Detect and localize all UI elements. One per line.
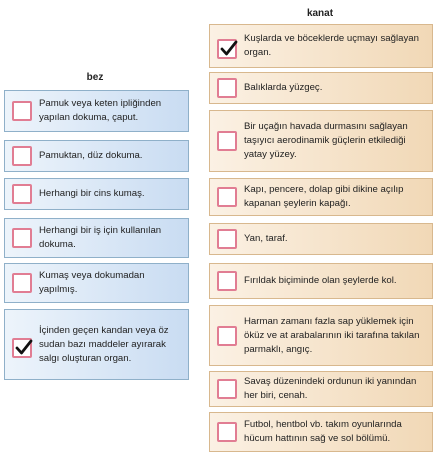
- definition-text: Kumaş veya dokumadan yapılmış.: [39, 270, 145, 295]
- checkmark-icon: [15, 339, 33, 357]
- definition-text: İçinden geçen kandan veya öz sudan bazı maddeler ayırarak salgı oluşturan organ.: [39, 324, 169, 364]
- kanat-definition-card[interactable]: [209, 24, 433, 68]
- bez-definition-card[interactable]: [4, 263, 189, 303]
- checkbox[interactable]: [12, 273, 32, 293]
- bez-definition-card[interactable]: [4, 90, 189, 132]
- definition-text: Kuşlarda ve böceklerde uçmayı sağlayan organ.: [244, 33, 419, 58]
- kanat-definition-card[interactable]: [209, 263, 433, 299]
- kanat-column-title: kanat: [306, 8, 334, 19]
- checkbox[interactable]: [217, 131, 237, 151]
- definition-text: Pamuktan, düz dokuma.: [39, 150, 143, 161]
- checkbox[interactable]: [12, 146, 32, 166]
- definition-text: Bir uçağın havada durmasını sağlayan taşıyıcı aerodinamik güçlerin etkilediği yatay yüzey.: [244, 121, 408, 160]
- bez-definition-card[interactable]: [4, 309, 189, 380]
- kanat-definition-card[interactable]: [209, 110, 433, 172]
- kanat-definition-card[interactable]: [209, 371, 433, 407]
- bez-definition-card[interactable]: [4, 140, 189, 172]
- definition-text: Balıklarda yüzgeç.: [244, 82, 323, 93]
- checkbox[interactable]: [12, 101, 32, 121]
- checkbox[interactable]: [12, 184, 32, 204]
- checkbox[interactable]: [12, 228, 32, 248]
- checkbox[interactable]: [217, 422, 237, 442]
- checkbox[interactable]: [217, 271, 237, 291]
- definition-text: Harman zamanı fazla sap yüklemek için öküz ve at arabalarının iki tarafına takılan parmaklı, angıç.: [244, 315, 420, 355]
- definition-text: Futbol, hentbol vb. takım oyunlarında hücum hattının sağ ve sol bölümü.: [244, 419, 402, 444]
- checkmark-icon: [220, 40, 238, 58]
- bez-column-title: bez: [86, 72, 104, 83]
- checkbox[interactable]: [217, 187, 237, 207]
- checkbox[interactable]: [217, 326, 237, 346]
- kanat-definition-card[interactable]: [209, 412, 433, 452]
- checkbox[interactable]: [217, 39, 237, 59]
- checkbox[interactable]: [217, 229, 237, 249]
- definition-text: Herhangi bir cins kumaş.: [39, 188, 145, 199]
- definition-text: Kapı, pencere, dolap gibi dikine açılıp kapanan şeylerin kapağı.: [244, 184, 404, 209]
- checkbox[interactable]: [12, 338, 32, 358]
- definition-text: Pamuk veya keten ipliğinden yapılan dokuma, çaput.: [39, 98, 162, 123]
- kanat-definition-card[interactable]: [209, 305, 433, 366]
- kanat-definition-card[interactable]: [209, 72, 433, 104]
- definition-text: Yan, taraf.: [244, 233, 288, 244]
- definition-text: Savaş düzenindeki ordunun iki yanından her biri, cenah.: [244, 376, 417, 401]
- bez-definition-card[interactable]: [4, 178, 189, 210]
- definition-text: Herhangi bir iş için kullanılan dokuma.: [39, 225, 162, 250]
- checkbox[interactable]: [217, 78, 237, 98]
- kanat-definition-card[interactable]: [209, 223, 433, 255]
- definition-text: Fırıldak biçiminde olan şeylerde kol.: [244, 275, 397, 286]
- checkbox[interactable]: [217, 379, 237, 399]
- bez-definition-card[interactable]: [4, 218, 189, 258]
- kanat-definition-card[interactable]: [209, 178, 433, 216]
